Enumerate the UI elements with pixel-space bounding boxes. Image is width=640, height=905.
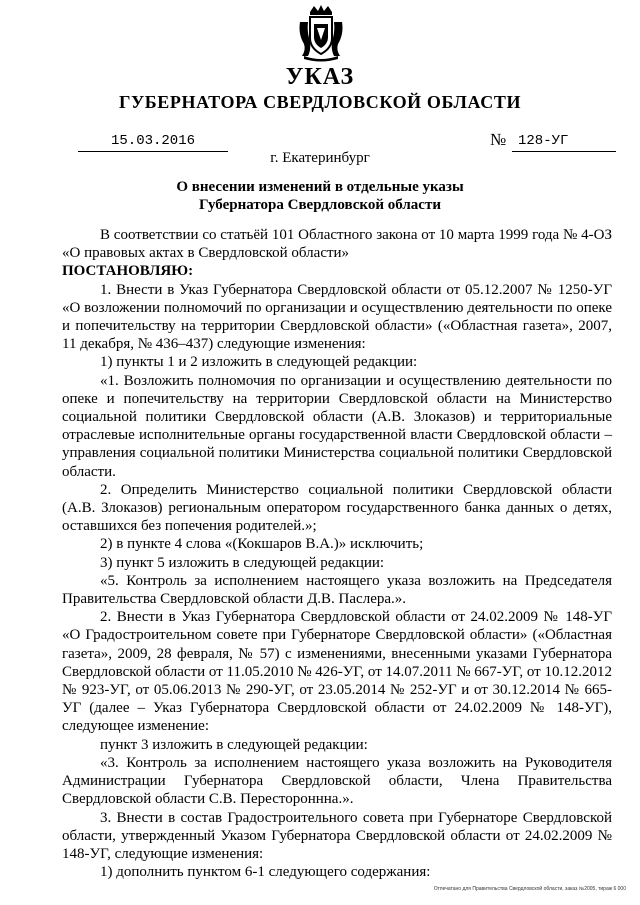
paragraph: 1) дополнить пунктом 6-1 следующего содержания: [100, 864, 431, 881]
paragraph: 3) пункт 5 изложить в следующей редакции: [100, 554, 385, 571]
subject-line-1: О внесении изменений в отдельные указы [176, 179, 464, 195]
paragraph: 2) в пункте 4 слова «(Кокшаров В.А.)» исключить; [100, 536, 424, 553]
coat-of-arms-icon [296, 4, 346, 62]
paragraph: 2. Внести в Указ Губернатора Свердловской области от 24.02.2009 № 148-УГ «О Градостроительном совете при Губернаторе Свердловской области» («Областная газета», 2009, 28 февраля, № 57) с изменениями, внесенными указами Губернатора Свердловской области от 11.05.2010 № 426-УГ, от 14.07.2011 № 667-УГ, от 10.12.2012 № 923-УГ, от 05.06.2013 № 290-УГ, от 23.05.2014 № 252-УГ и от 30.12.2014 № 665-УГ (далее – Указ Губернатора Свердловской области от 24.02.2009 № 148-УГ), следующее изменение: [62, 609, 612, 735]
number-sign: № [490, 130, 507, 149]
document-subject [0, 178, 640, 214]
intro-paragraph: В соответствии со статьёй 101 Областного закона от 10 марта 1999 года № 4-ОЗ «О правовых актах в Свердловской области» [62, 227, 612, 262]
document-type-title: УКАЗ [285, 64, 355, 90]
paragraph: 1. Внести в Указ Губернатора Свердловской области от 05.12.2007 № 1250-УГ «О возложении полномочий по организации и осуществлению деятельности по опеке и попечительству на территории Свердловской области» («Областная газета», 2007, 11 декабря, № 436–437) следующие изменения: [62, 281, 612, 353]
decree-heading: ПОСТАНОВЛЯЮ: [62, 263, 194, 280]
subject-line-2: Губернатора Свердловской области [199, 197, 441, 213]
paragraph: 2. Определить Министерство социальной политики Свердловской области (А.В. Злоказов) региональным оператором государственного банка данных о детях, оставшихся без попечения родителей.»; [62, 481, 612, 535]
paragraph: «3. Контроль за исполнением настоящего указа возложить на Руководителя Администрации Губернатора Свердловской области, Члена Правительства Свердловской области С.В. Перестороннна.». [62, 754, 612, 808]
city-line: г. Екатеринбург [270, 150, 370, 166]
paragraph: «5. Контроль за исполнением настоящего указа возложить на Председателя Правительства Свердловской области Д.В. Паслера.». [62, 572, 612, 608]
document-body [62, 226, 612, 881]
paragraph: 1) пункты 1 и 2 изложить в следующей редакции: [100, 354, 418, 371]
print-footer: Отпечатано для Правительства Свердловской области, заказ №2005, тираж 6 000 [433, 886, 626, 892]
document-number: 128-УГ [512, 133, 616, 152]
document-date: 15.03.2016 [78, 133, 228, 152]
paragraph: «1. Возложить полномочия по организации и осуществлению деятельности по опеке и попечительству на территории Свердловской области на Министерство социальной политики Свердловской области (А.В. Злоказов) и территориальные отраслевые исполнительные органы государственной власти Свердловской области – управления социальной политики Министерства социальной политики Свердловской области. [62, 372, 612, 480]
issuer-title: ГУБЕРНАТОРА СВЕРДЛОВСКОЙ ОБЛАСТИ [118, 92, 522, 112]
paragraph: 3. Внести в состав Градостроительного совета при Губернаторе Свердловской области, утвержденный Указом Губернатора Свердловской области от 24.02.2009 № 148-УГ, следующие изменения: [62, 809, 612, 862]
paragraph: пункт 3 изложить в следующей редакции: [100, 736, 368, 753]
